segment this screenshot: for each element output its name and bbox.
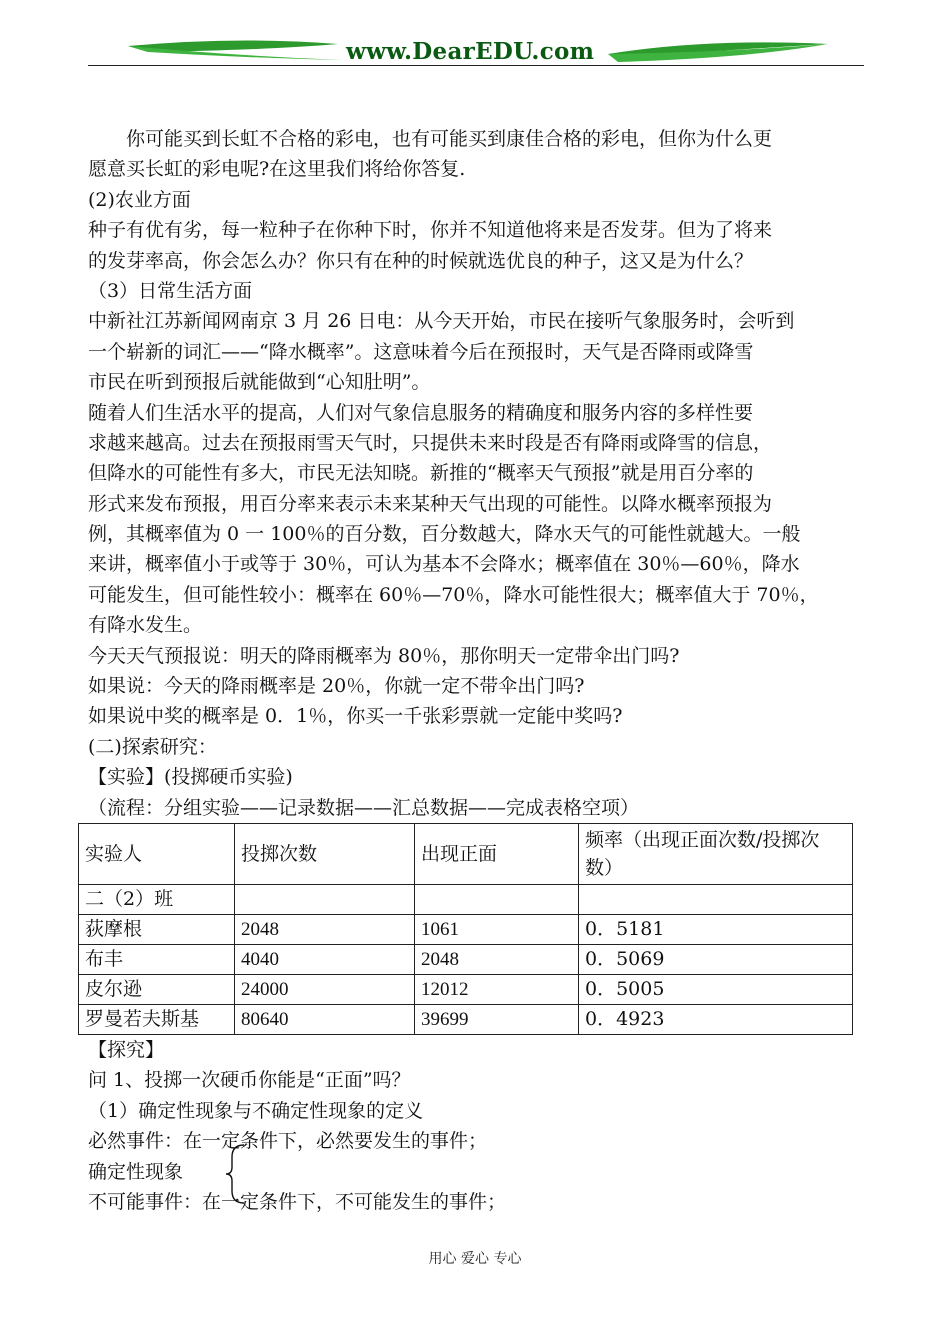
table-cell: 2048 [235, 914, 415, 944]
paragraph-line: 的发芽率高，你会怎么办？你只有在种的时候就选优良的种子，这又是为什么？ [88, 249, 754, 272]
paragraph-line: 种子有优有劣，每一粒种子在你种下时，你并不知道他将来是否发芽。但为了将来 [88, 219, 773, 242]
table-cell [415, 884, 579, 914]
paragraph-line: 中新社江苏新闻网南京 3 月 26 日电：从今天开始，市民在接听气象服务时，会听到 [88, 310, 795, 333]
table-header-cell: 实验人 [79, 823, 235, 884]
section-heading-agriculture: (2)农业方面 [88, 188, 191, 211]
paragraph-line: 来讲，概率值小于或等于 30％，可认为基本不会降水；概率值在 30％—60％，降水 [88, 553, 800, 576]
table-cell: 二（2）班 [79, 884, 235, 914]
paragraph-line: 求越来越高。过去在预报雨雪天气时，只提供未来时段是否有降雨或降雪的信息， [88, 431, 773, 454]
paragraph-line: 但降水的可能性有多大，市民无法知晓。新推的“概率天气预报”就是用百分率的 [88, 462, 754, 485]
coin-toss-table [78, 823, 853, 1035]
table-cell: 1061 [415, 914, 579, 944]
paragraph-line: 例，其概率值为 0 一 100％的百分数，百分数越大，降水天气的可能性就越大。一般 [88, 523, 801, 546]
table-cell: 80640 [235, 1004, 415, 1034]
table-header-cell: 出现正面 [415, 823, 579, 884]
table-row [79, 974, 853, 1004]
table-row [79, 944, 853, 974]
impossible-event-definition: 不可能事件：在一定条件下，不可能发生的事件； [88, 1190, 507, 1213]
question-one: 问 1、投掷一次硬币你能是“正面”吗？ [88, 1069, 411, 1092]
question-line: 如果说中奖的概率是 0．1％，你买一千张彩票就一定能中奖吗? [88, 705, 623, 728]
question-line: 今天天气预报说：明天的降雨概率为 80％，那你明天一定带伞出门吗? [88, 644, 680, 667]
deterministic-phenomenon-line [88, 1157, 868, 1187]
table-header-cell: 频率（出现正面次数/投掷次数） [579, 823, 853, 884]
paragraph-line: 一个崭新的词汇——“降水概率”。这意味着今后在预报时，天气是否降雨或降雪 [88, 340, 754, 363]
table-cell: 2048 [415, 944, 579, 974]
document-body [85, 124, 868, 1217]
section-heading-daily-life: （3）日常生活方面 [88, 279, 253, 302]
left-brace-icon [224, 1143, 246, 1205]
paragraph-line: 有降水发生。 [88, 614, 203, 637]
table-cell: 0．4923 [579, 1004, 853, 1034]
paragraph-line: 随着人们生活水平的提高，人们对气象信息服务的精确度和服务内容的多样性要 [88, 401, 754, 424]
site-logo-text[interactable]: www.DearEDU.com [346, 38, 595, 65]
table-cell: 皮尔逊 [79, 974, 235, 1004]
process-description: （流程：分组实验——记录数据——汇总数据——完成表格空项） [88, 796, 640, 819]
experiment-title: 【实验】(投掷硬币实验) [88, 766, 293, 789]
table-cell: 24000 [235, 974, 415, 1004]
table-cell: 0．5181 [579, 914, 853, 944]
table-cell [579, 884, 853, 914]
table-cell: 布丰 [79, 944, 235, 974]
paragraph-line: 愿意买长虹的彩电呢?在这里我们将给你答复. [88, 158, 466, 181]
paragraph-line: 市民在听到预报后就能做到“心知肚明”。 [88, 371, 431, 394]
paragraph-line: 你可能买到长虹不合格的彩电，也有可能买到康佳合格的彩电，但你为什么更 [126, 128, 773, 150]
table-row [79, 914, 853, 944]
table-header-cell: 投掷次数 [235, 823, 415, 884]
page-footer: 用心 爱心 专心 [428, 1251, 522, 1267]
section-heading-explore: (二)探索研究： [88, 735, 217, 758]
table-cell: 4040 [235, 944, 415, 974]
table-header-row [79, 823, 853, 884]
table-cell: 0．5005 [579, 974, 853, 1004]
table-cell: 12012 [415, 974, 579, 1004]
definition-heading: （1）确定性现象与不确定性现象的定义 [88, 1099, 424, 1122]
table-cell: 罗曼若夫斯基 [79, 1004, 235, 1034]
question-line: 如果说：今天的降雨概率是 20％，你就一定不带伞出门吗? [88, 675, 585, 698]
table-row [79, 1004, 853, 1034]
table-row [79, 884, 853, 914]
certain-event-definition: 必然事件：在一定条件下，必然要发生的事件； [88, 1130, 488, 1153]
table-cell: 荻摩根 [79, 914, 235, 944]
header-divider [88, 65, 864, 66]
paragraph-line: 形式来发布预报，用百分率来表示未来某种天气出现的可能性。以降水概率预报为 [88, 492, 773, 515]
deterministic-phenomenon-label: 确定性现象 [88, 1160, 184, 1183]
table-cell [235, 884, 415, 914]
table-cell: 0．5069 [579, 944, 853, 974]
inquiry-title: 【探究】 [88, 1038, 165, 1061]
table-cell: 39699 [415, 1004, 579, 1034]
paragraph-line: 可能发生，但可能性较小：概率在 60％—70％，降水可能性很大；概率值大于 70％， [88, 583, 819, 606]
